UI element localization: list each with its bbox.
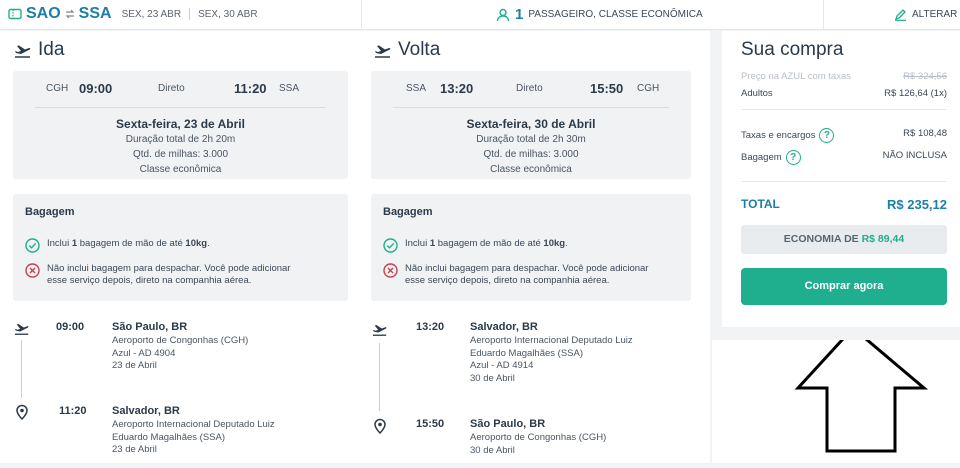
taxes-label: Taxas e encargos	[741, 130, 816, 141]
return-baggage-card	[371, 194, 691, 301]
flight-duration: Duração total de 2h 20m	[125, 134, 236, 145]
return-segment	[371, 83, 691, 97]
flight-cabin: Classe econômica	[490, 164, 572, 175]
divider	[823, 0, 824, 30]
flight-miles: Qtd. de milhas: 3.000	[132, 149, 229, 160]
plane-takeoff-icon	[14, 42, 32, 58]
carry-on-included	[25, 238, 210, 253]
return-title	[374, 39, 440, 61]
taxes-label-wrap	[741, 128, 834, 143]
x-circle-icon	[383, 263, 398, 278]
taxes-value: R$ 108,48	[903, 128, 947, 139]
baggage-label-wrap	[741, 150, 801, 165]
arrival-time: 11:20	[59, 405, 87, 417]
ticket-icon	[8, 8, 22, 20]
return-summary-card	[371, 71, 691, 179]
total-value: R$ 235,12	[887, 197, 947, 212]
checked-bag-text: Não inclui bagagem para despachar. Você pode adicionar esse serviço depois, direto na companhia aérea.	[47, 263, 291, 286]
azul-price-value: R$ 324,56	[903, 71, 947, 82]
outbound-baggage-card	[13, 194, 348, 301]
checked-bag-not-included	[383, 263, 648, 287]
divider	[741, 181, 947, 182]
carry-on-text: Inclui 1 bagagem de mão de até 10kg.	[47, 238, 210, 249]
empty-panel	[712, 340, 960, 463]
timeline-line	[21, 340, 22, 398]
arrival-city: Salvador, BR	[112, 405, 180, 417]
departure-code: SSA	[406, 83, 427, 94]
x-circle-icon	[25, 263, 40, 278]
buy-now-button[interactable]: Comprar agora	[741, 268, 947, 305]
location-pin-icon	[14, 404, 30, 420]
divider	[189, 8, 190, 20]
arrival-code: CGH	[637, 83, 660, 94]
passenger-label: PASSAGEIRO, CLASSE ECONÔMICA	[528, 9, 703, 20]
arrival-time: 11:20	[234, 81, 267, 96]
flight-date: Sexta-feira, 23 de Abril	[116, 117, 245, 131]
up-arrow-icon	[712, 340, 960, 463]
arrival-details: Aeroporto Internacional Deputado Luiz Eduardo Magalhães (SSA) 23 de Abril	[112, 419, 275, 455]
departure-time: 09:00	[79, 81, 113, 96]
divider	[35, 107, 326, 108]
savings-badge	[741, 225, 947, 254]
destination-code: SSA	[78, 5, 112, 22]
search-summary-bar	[0, 0, 960, 30]
flight-type: Direto	[516, 83, 543, 94]
route-summary	[8, 5, 258, 23]
edit-icon	[894, 8, 907, 21]
alter-search-button[interactable]	[894, 8, 957, 21]
swap-icon	[65, 9, 75, 19]
arrival-details: Aeroporto de Congonhas (CGH) 30 de Abril	[470, 432, 607, 456]
carry-on-text: Inclui 1 bagagem de mão de até 10kg.	[405, 238, 568, 249]
arrival-city: São Paulo, BR	[470, 418, 546, 430]
arrival-time: 15:50	[590, 81, 624, 96]
plane-takeoff-icon	[372, 321, 388, 337]
savings-value: R$ 89,44	[861, 233, 905, 245]
outbound-title-text: Ida	[38, 39, 65, 60]
flight-type: Direto	[158, 83, 185, 94]
passenger-count: 1	[515, 6, 524, 23]
departure-time: 13:20	[440, 81, 474, 96]
outbound-segment	[13, 83, 348, 97]
adults-label: Adultos	[741, 88, 773, 99]
outbound-flight-panel	[0, 31, 360, 463]
departure-time: 13:20	[416, 321, 445, 333]
return-flight-panel	[360, 31, 710, 463]
flight-duration: Duração total de 2h 30m	[476, 134, 586, 145]
adults-value: R$ 126,64 (1x)	[884, 88, 947, 99]
departure-time: 09:00	[56, 321, 85, 333]
purchase-summary-panel	[722, 31, 960, 327]
departure-code: CGH	[46, 83, 69, 94]
arrival-code: SSA	[279, 83, 300, 94]
departure-city: Salvador, BR	[470, 321, 538, 333]
baggage-value: NÃO INCLUSA	[882, 150, 947, 161]
flight-miles: Qtd. de milhas: 3.000	[483, 149, 579, 160]
outbound-summary-card	[13, 71, 348, 179]
checked-bag-text: Não inclui bagagem para despachar. Você pode adicionar esse serviço depois, direto na companhia aérea.	[405, 263, 649, 286]
baggage-title: Bagagem	[383, 206, 433, 218]
plane-takeoff-icon	[14, 320, 30, 336]
total-row	[741, 197, 947, 211]
plane-takeoff-icon	[374, 42, 392, 58]
check-circle-icon	[25, 238, 40, 253]
departure-details: Aeroporto Internacional Deputado Luiz Eduardo Magalhães (SSA) Azul - AD 4914 30 de Abril	[470, 335, 633, 384]
total-label: TOTAL	[741, 197, 780, 211]
date-out: SEX, 23 ABR	[121, 8, 182, 20]
azul-price-label: Preço na AZUL com taxas	[741, 71, 852, 82]
divider	[741, 109, 947, 110]
arrival-time: 15:50	[416, 418, 445, 430]
help-icon[interactable]: ?	[786, 150, 801, 165]
flight-date: Sexta-feira, 30 de Abril	[466, 117, 596, 131]
location-pin-icon	[372, 418, 388, 434]
passenger-summary	[496, 6, 703, 23]
carry-on-included	[383, 238, 568, 253]
date-back: SEX, 30 ABR	[198, 8, 258, 20]
divider	[361, 0, 362, 30]
baggage-title: Bagagem	[25, 206, 75, 218]
departure-details: Aeroporto de Congonhas (CGH) Azul - AD 4904 23 de Abril	[112, 335, 249, 371]
purchase-title: Sua compra	[741, 39, 844, 60]
alter-label: ALTERAR	[912, 9, 958, 20]
checked-bag-not-included	[25, 263, 290, 287]
baggage-label: Bagagem	[741, 152, 782, 163]
timeline-line	[379, 343, 380, 411]
user-icon	[496, 8, 510, 22]
divider	[393, 107, 669, 108]
help-icon[interactable]: ?	[819, 128, 834, 143]
savings-label: ECONOMIA DE	[783, 233, 862, 245]
outbound-title	[14, 39, 64, 61]
departure-city: São Paulo, BR	[112, 321, 188, 333]
return-title-text: Volta	[398, 39, 441, 60]
check-circle-icon	[383, 238, 398, 253]
flight-cabin: Classe econômica	[139, 164, 222, 175]
origin-code: SAO	[26, 5, 61, 22]
